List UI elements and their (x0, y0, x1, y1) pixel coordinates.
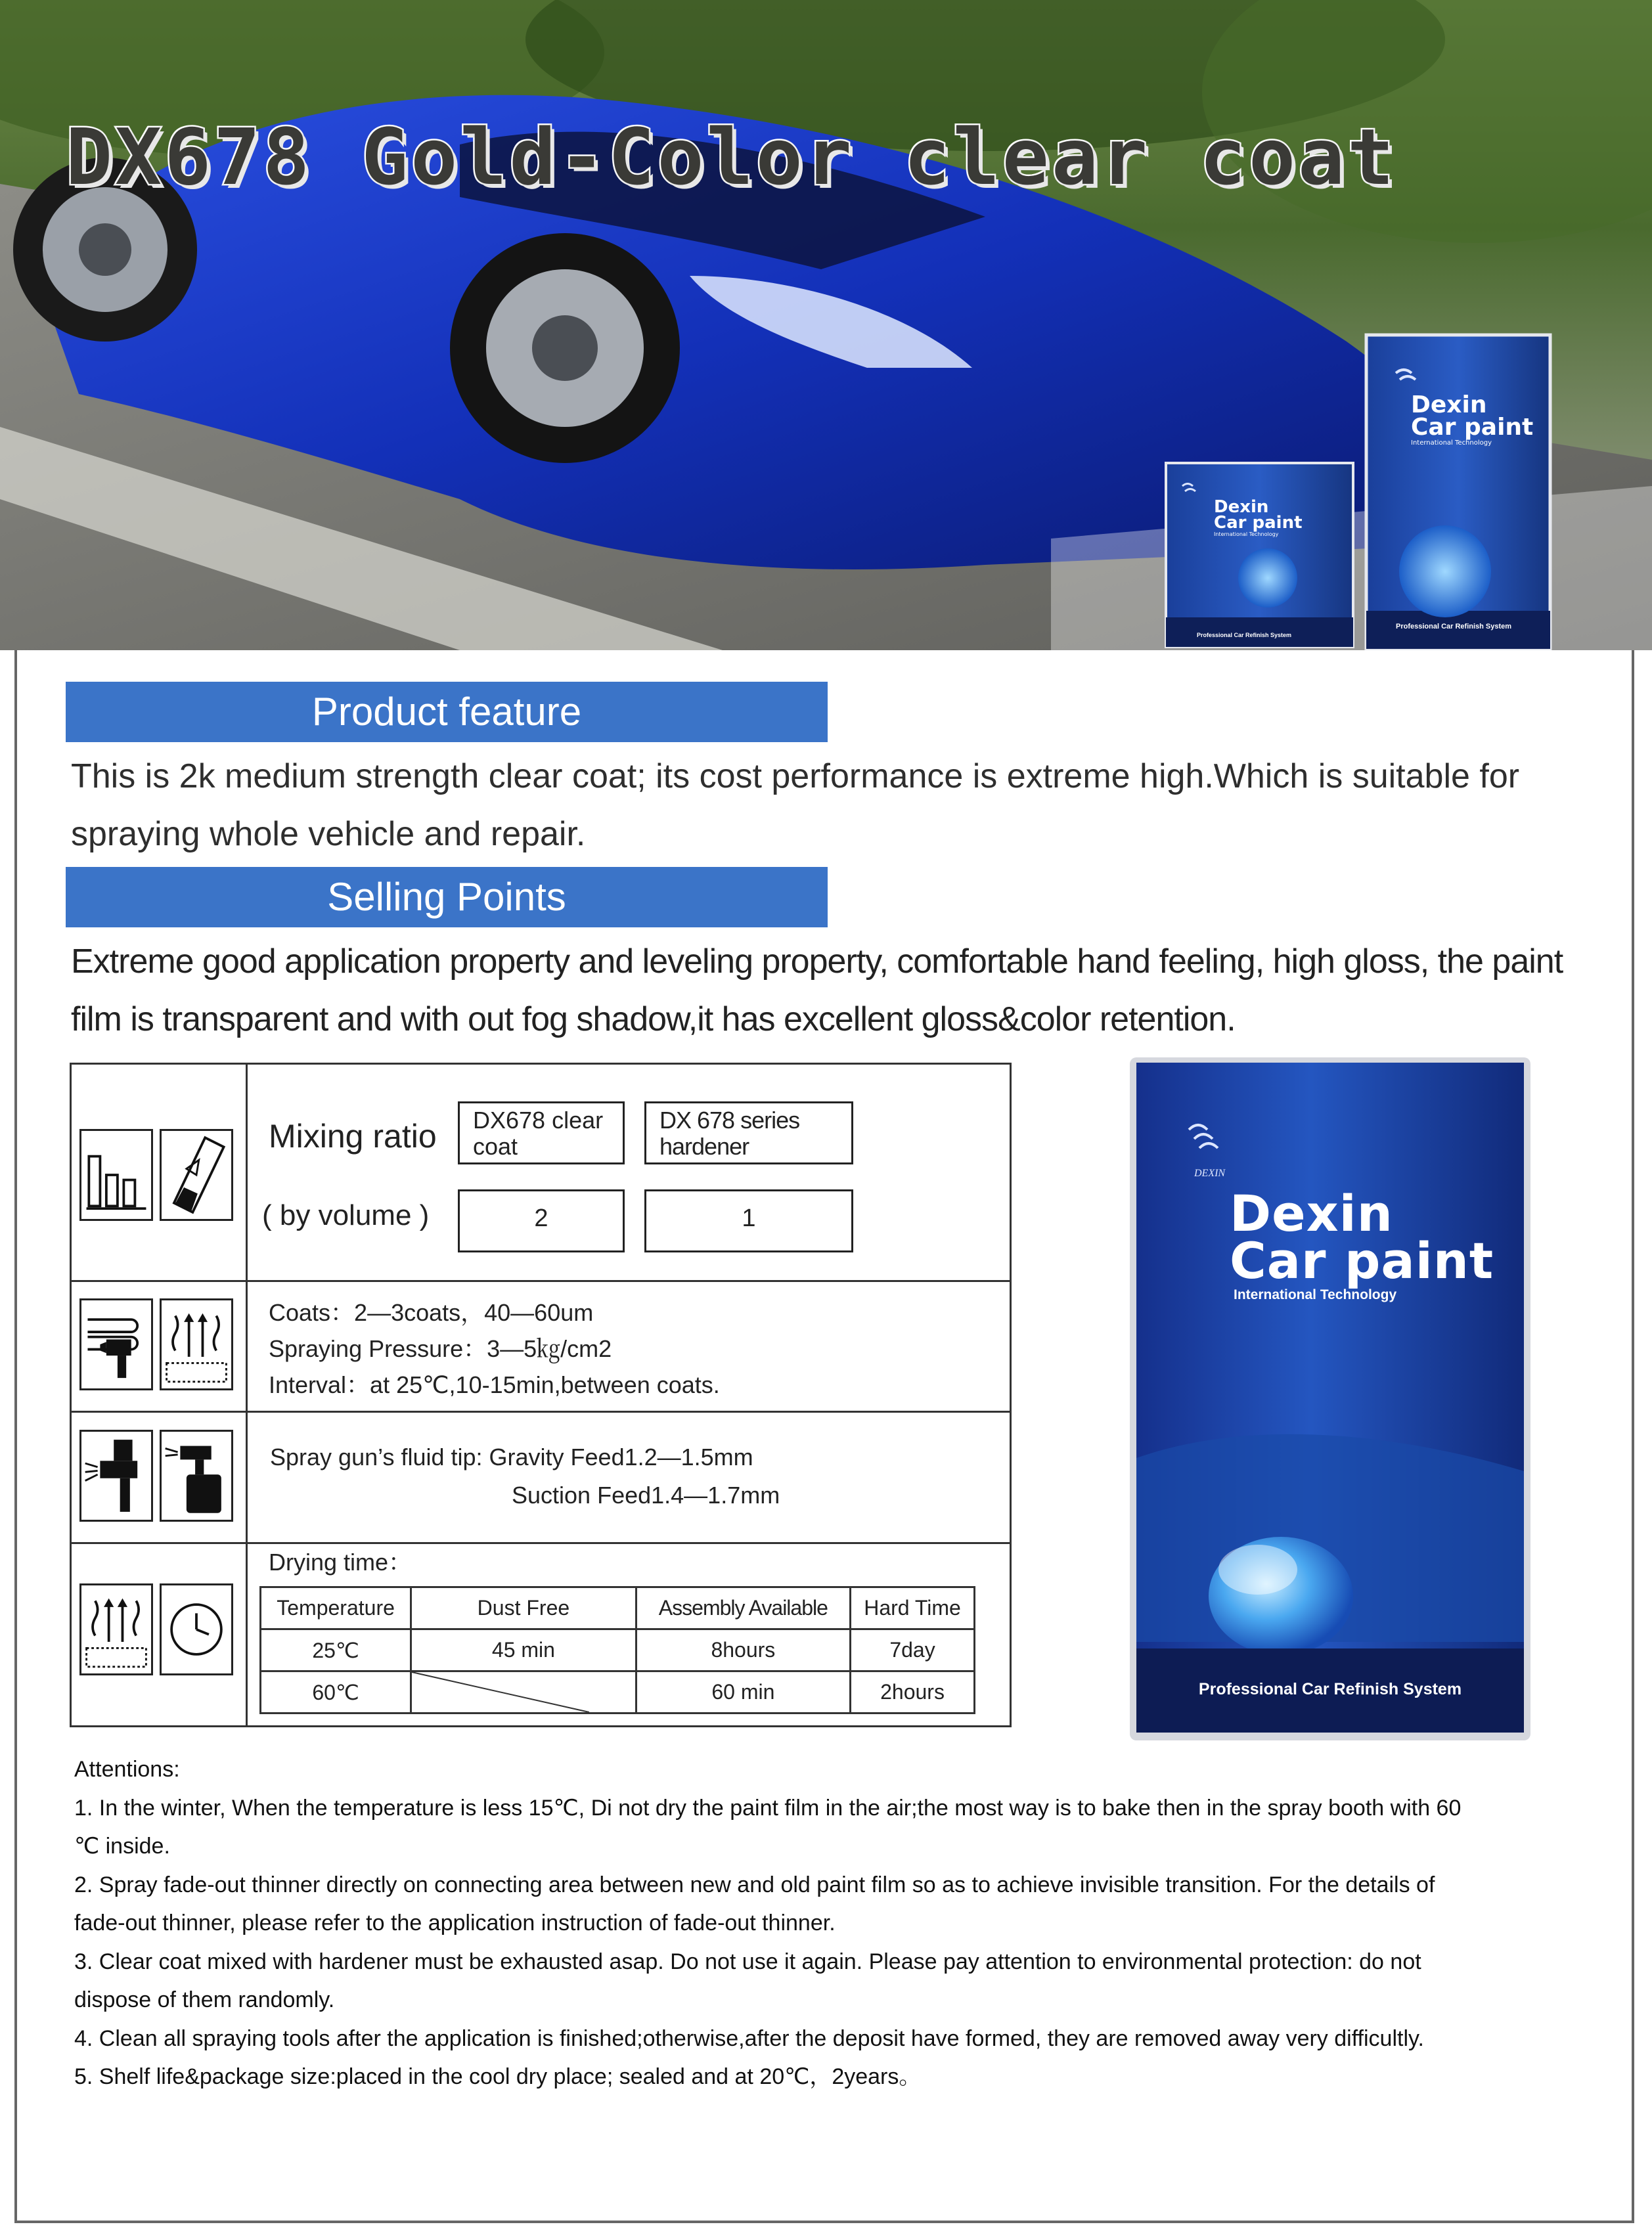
heat-drying-icon (160, 1298, 233, 1390)
spray-pressure-icon (79, 1298, 153, 1390)
gravity-spray-gun-icon (79, 1430, 153, 1522)
can-sub-brand: International Technology (1234, 1287, 1397, 1302)
clock-icon (160, 1583, 233, 1675)
hero-small-can-footer: Professional Car Refinish System (1197, 632, 1292, 638)
suction-spray-gun-icon (160, 1430, 233, 1522)
drying-table-header (261, 1587, 975, 1629)
table-cell: 25℃ (261, 1629, 411, 1671)
attentions-section (74, 1750, 1585, 2096)
spray-gun-text: Spray gun’s fluid tip: Gravity Feed1.2—1.5mm (270, 1444, 753, 1470)
ratio-b-value: 1 (644, 1189, 853, 1252)
stirring-stick-icon (160, 1129, 233, 1221)
product-can-image (1117, 1051, 1544, 1747)
spec-row-divider (72, 1280, 1010, 1282)
header-dust-free: Dust Free (411, 1587, 636, 1629)
by-volume-label: ( by volume ) (262, 1199, 430, 1231)
can-brand-name: Dexin Car paint (1230, 1184, 1494, 1290)
suction-feed-text: Suction Feed1.4—1.7mm (512, 1482, 780, 1509)
hero-banner (0, 0, 1652, 650)
drying-heat-icon (79, 1583, 153, 1675)
mixing-cups-icon (79, 1129, 153, 1221)
header-temperature: Temperature (261, 1587, 411, 1629)
list-item: 4. Clean all spraying tools after the application is finished;otherwise,after the deposit have formed, they are removed away very difficultly. (74, 2025, 1424, 2051)
table-row (261, 1629, 975, 1671)
list-item: 2. Spray fade-out thinner directly on connecting area between new and old paint film so as to achieve invisible transition. For the details of (74, 1872, 1435, 1897)
diagonal-slash (412, 1672, 589, 1712)
product-feature-text: This is 2k medium strength clear coat; its cost performance is extreme high.Which is suitable for spraying whole vehicle and repair. (71, 757, 1520, 853)
component-a-label: DX678 clear coat (458, 1101, 625, 1164)
header-hard-time: Hard Time (851, 1587, 975, 1629)
table-row (261, 1671, 975, 1713)
list-item: ℃ inside. (74, 1834, 170, 1859)
selling-points-text: Extreme good application property and leveling property, comfortable hand feeling, high gloss, the paint film is transparent and with out fog shadow,it has excellent gloss&color retention. (71, 942, 1563, 1038)
spec-column-divider (246, 1065, 248, 1725)
product-feature-heading: Product feature (66, 682, 828, 742)
hero-small-can-brand: Dexin Car paint International Technology (1214, 497, 1303, 537)
product-can-graphic (1117, 1051, 1544, 1747)
list-item: fade-out thinner, please refer to the application instruction of fade-out thinner. (74, 1911, 836, 1935)
can-footer: Professional Car Refinish System (1198, 1680, 1462, 1698)
spec-row-divider (72, 1411, 1010, 1413)
list-item: 3. Clear coat mixed with hardener must be exhausted asap. Do not use it again. Please pay attention to environmental protection: do not (74, 1949, 1421, 1974)
table-cell: 60 min (636, 1671, 850, 1713)
can-brand-tag: DEXIN (1194, 1168, 1226, 1179)
interval-text: Interval：at 25℃,10-15min,between coats. (269, 1371, 720, 1398)
hero-big-can-footer: Professional Car Refinish System (1396, 623, 1512, 630)
component-b-label: DX 678 series hardener (644, 1101, 853, 1164)
drying-time-label: Drying time： (269, 1549, 413, 1576)
table-cell-empty-diagonal (411, 1671, 636, 1713)
list-item: 1. In the winter, When the temperature is less 15℃, Di not dry the paint film in the air;the most way is to bake then in the spray booth with 60 (74, 1795, 1462, 1821)
list-item: 5. Shelf life&package size:placed in the cool dry place; sealed and at 20℃，2years。 (74, 2064, 922, 2089)
drying-table (259, 1586, 975, 1714)
pressure-text: Spraying Pressure：3—5㎏/cm2 (269, 1335, 612, 1362)
header-assembly-available: Assembly Available (636, 1587, 850, 1629)
ratio-a-value: 2 (458, 1189, 625, 1252)
attentions-title: Attentions: (74, 1757, 180, 1782)
hero-big-can-brand: Dexin Car paint International Technology (1411, 391, 1534, 447)
mixing-ratio-label: Mixing ratio (269, 1118, 437, 1155)
table-cell: 7day (851, 1629, 975, 1671)
table-cell: 8hours (636, 1629, 850, 1671)
spec-row-divider (72, 1542, 1010, 1544)
table-cell: 60℃ (261, 1671, 411, 1713)
coats-text: Coats：2—3coats，40—60um (269, 1299, 594, 1326)
table-cell: 2hours (851, 1671, 975, 1713)
page-title: DX678 Gold-Color clear coat (66, 112, 1397, 202)
table-cell: 45 min (411, 1629, 636, 1671)
spec-table (70, 1063, 1012, 1727)
hero-car-image (0, 0, 1652, 650)
list-item: dispose of them randomly. (74, 1987, 335, 2012)
selling-points-heading: Selling Points (66, 867, 828, 927)
